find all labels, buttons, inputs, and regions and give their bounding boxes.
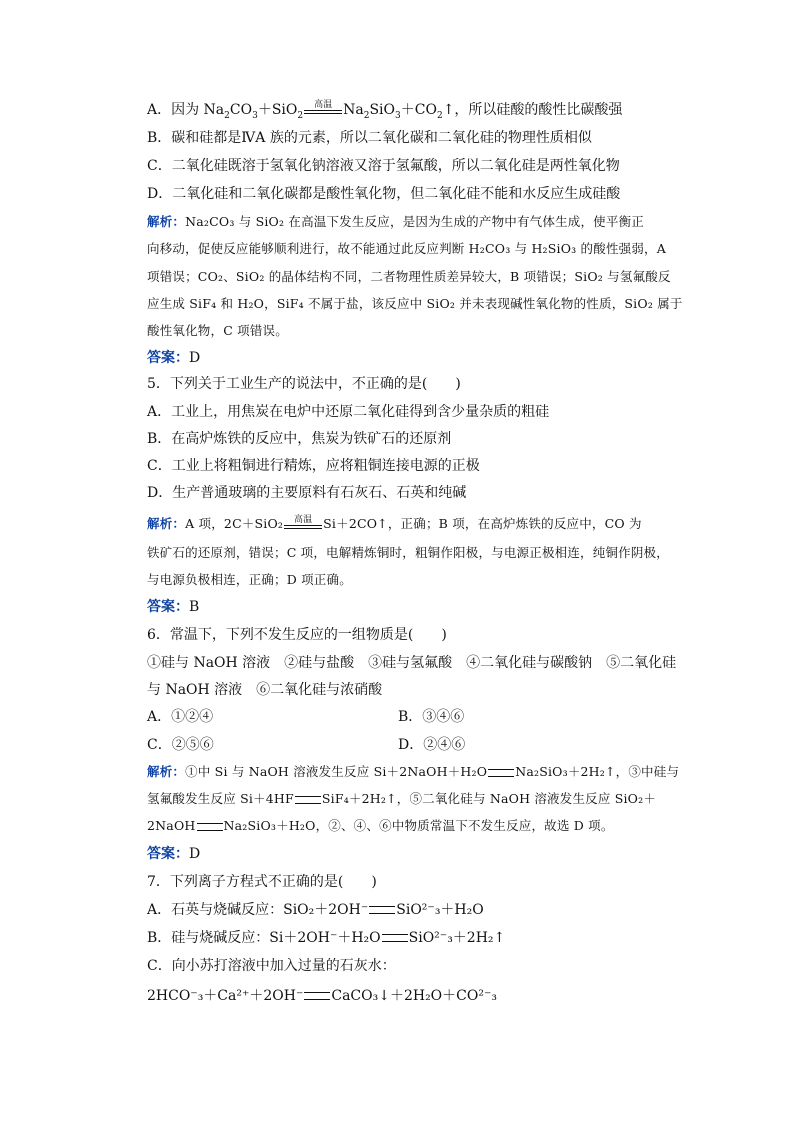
q6-analysis-line-3: 2NaOH Na₂SiO₃＋H₂O，②、④、⑥中物质常温下不发生反应，故选 D 项。 <box>147 818 614 833</box>
q7-stem: 7．下列离子方程式不正确的是( ) <box>147 874 377 890</box>
q5-option-a: A．工业上，用焦炭在电炉中还原二氧化硅得到含少量杂质的粗硅 <box>147 404 550 420</box>
q5-analysis-line-2: 铁矿石的还原剂，错误；C 项，电解精炼铜时，粗铜作阳极，与电源正极相连，纯铜作阴极， <box>147 545 669 560</box>
equals-arrow <box>295 796 321 804</box>
q6-answer: 答案：D <box>147 846 201 862</box>
q4-option-d: D．二氧化硅和二氧化碳都是酸性氧化物，但二氧化硅不能和水反应生成硅酸 <box>147 186 621 202</box>
q5-analysis-line-1: 解析：A 项，2C＋SiO₂ 高温 Si＋2CO↑，正确；B 项，在高炉炼铁的反应中，CO 为 <box>147 514 642 531</box>
q7-option-c-equation: 2HCO⁻₃＋Ca²⁺＋2OH⁻ CaCO₃↓＋2H₂O＋CO²⁻₃ <box>147 988 497 1004</box>
equals-arrow <box>382 934 408 942</box>
q4-answer: 答案：D <box>147 350 201 366</box>
equals-arrow <box>304 992 330 1000</box>
equals-arrow <box>488 769 514 777</box>
q7-option-c: C．向小苏打溶液中加入过量的石灰水： <box>147 958 396 974</box>
q6-option-a: A．①②④ <box>147 709 214 725</box>
q6-stem: 6．常温下，下列不发生反应的一组物质是( ) <box>147 627 447 643</box>
q7-option-a: A．石英与烧碱反应：SiO₂＋2OH⁻ SiO²⁻₃＋H₂O <box>147 902 484 918</box>
q5-analysis-line-3: 与电源负极相连，正确；D 项正确。 <box>147 572 352 587</box>
q4-analysis-line-3: 项错误；CO₂、SiO₂ 的晶体结构不同，二者物理性质差异较大，B 项错误；SiO₂ 与氢氟酸反 <box>147 269 671 284</box>
q6-items-line-1: ①硅与 NaOH 溶液 ②硅与盐酸 ③硅与氢氟酸 ④二氧化硅与碳酸钠 ⑤二氧化硅 <box>147 655 677 671</box>
q4-analysis-line-2: 向移动，促使反应能够顺利进行，故不能通过此反应判断 H₂CO₃ 与 H₂SiO₃ 的酸性强弱，A <box>147 241 666 256</box>
q5-option-b: B．在高炉炼铁的反应中，焦炭为铁矿石的还原剂 <box>147 431 452 447</box>
q4-analysis-line-5: 酸性氧化物，C 项错误。 <box>147 323 288 338</box>
q4-option-b: B．碳和硅都是ⅣA 族的元素，所以二氧化碳和二氧化硅的物理性质相似 <box>147 130 592 146</box>
q6-analysis-line-2: 氢氟酸发生反应 Si＋4HF SiF₄＋2H₂↑，⑤二氧化硅与 NaOH 溶液发生反应 SiO₂＋ <box>147 791 657 806</box>
q5-stem: 5．下列关于工业生产的说法中，不正确的是( ) <box>147 376 461 392</box>
q7-option-b: B．硅与烧碱反应：Si＋2OH⁻＋H₂O SiO²⁻₃＋2H₂↑ <box>147 930 506 946</box>
q4-analysis-line-1: 解析：Na₂CO₃ 与 SiO₂ 在高温下发生反应，是因为生成的产物中有气体生成，使平衡正 <box>147 214 644 229</box>
q6-analysis-line-1: 解析：①中 Si 与 NaOH 溶液发生反应 Si＋2NaOH＋H₂O Na₂SiO₃＋2H₂↑，③中硅与 <box>147 764 680 779</box>
q6-items-line-2: 与 NaOH 溶液 ⑥二氧化硅与浓硝酸 <box>147 682 383 698</box>
q4-option-a: A．因为 $Na_2CO_3+SiO_2$ 高温 $Na_2SiO_3+CO_2↑$，所以硅酸的酸性比碳酸强 <box>147 100 623 121</box>
reaction-condition-arrow: 高温 <box>284 518 322 532</box>
equals-arrow <box>369 906 395 914</box>
q5-option-c: C．工业上将粗铜进行精炼，应将粗铜连接电源的正极 <box>147 458 480 474</box>
q6-option-c: C．②⑤⑥ <box>147 737 214 753</box>
q6-option-d: D．②④⑥ <box>398 737 466 753</box>
q5-option-d: D．生产普通玻璃的主要原料有石灰石、石英和纯碱 <box>147 485 467 501</box>
q6-option-b: B．③④⑥ <box>398 709 465 725</box>
equals-arrow <box>197 823 223 831</box>
q4-option-c: C．二氧化硅既溶于氢氧化钠溶液又溶于氢氟酸，所以二氧化硅是两性氧化物 <box>147 158 620 174</box>
q5-answer: 答案：B <box>147 599 200 615</box>
reaction-condition-arrow: 高温 <box>304 103 342 117</box>
q4-analysis-line-4: 应生成 SiF₄ 和 H₂O，SiF₄ 不属于盐，该反应中 SiO₂ 并未表现碱性氧化物的性质，SiO₂ 属于 <box>147 296 683 311</box>
